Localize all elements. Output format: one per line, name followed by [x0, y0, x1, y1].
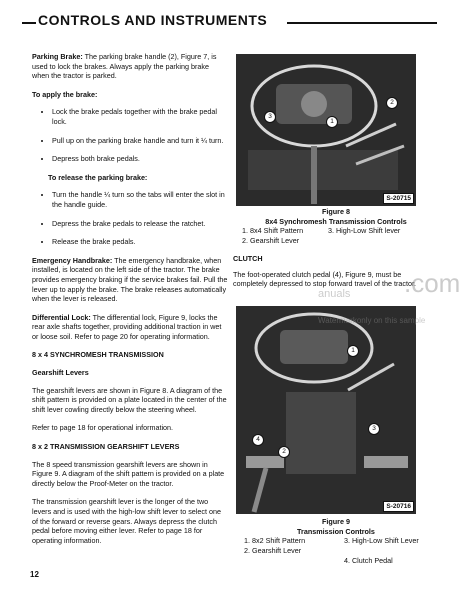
- figure-9-title: Figure 9: [322, 517, 350, 526]
- list-item: • Depress both brake pedals.: [52, 154, 228, 164]
- differential-paragraph: [32, 313, 228, 342]
- figure-8-subtitle: 8x4 Synchromesh Transmission Controls: [265, 216, 407, 226]
- list-item: • Depress the brake pedals to release the ratchet.: [52, 219, 228, 229]
- figure-8-item: 3. High-Low Shift lever: [328, 226, 401, 236]
- clutch-section: [233, 254, 433, 289]
- left-column: [32, 52, 228, 554]
- gearshift-subheading: Gearshift Levers: [32, 368, 89, 378]
- release-brake-heading: To release the parking brake:: [48, 172, 148, 182]
- figure-9-item: 4. Clutch Pedal: [344, 556, 393, 566]
- figure-9-item: 1. 8x2 Shift Pattern: [244, 536, 306, 546]
- figure-9-caption: [236, 517, 436, 566]
- figure-8-item: 2. Gearshift Lever: [242, 236, 300, 246]
- list-item: • Pull up on the parking brake handle and turn it ¼ turn.: [52, 136, 228, 146]
- page-number: 12: [30, 570, 39, 579]
- parking-brake-paragraph: [32, 52, 228, 81]
- callout-3: 3: [264, 111, 276, 123]
- figure-9-photo: [236, 306, 416, 514]
- clutch-heading: CLUTCH: [233, 254, 263, 263]
- figure-8-item: 1. 8x4 Shift Pattern: [242, 226, 304, 236]
- eight-by-two-heading: 8 x 2 TRANSMISSION GEARSHIFT LEVERS: [32, 442, 180, 452]
- figure-9-item: 3. High-Low Shift Lever: [344, 536, 419, 546]
- section-header: [22, 10, 452, 32]
- figure-8-caption: [236, 207, 436, 246]
- steering-photo-illustration: [236, 54, 416, 206]
- transmission-photo-illustration: [236, 306, 416, 514]
- callout-2: 2: [278, 446, 290, 458]
- callout-1: 1: [347, 345, 359, 357]
- parking-brake-label: Parking Brake:: [32, 52, 83, 61]
- apply-brake-heading: To apply the brake:: [32, 89, 98, 99]
- emergency-label: Emergency Handbrake:: [32, 255, 113, 265]
- list-item: • Turn the handle ¼ turn so the tabs will enter the slot in the handle guide.: [52, 190, 228, 209]
- header-rule-right: [287, 22, 437, 24]
- eight-by-two-p2: The transmission gearshift lever is the longer of the two levers and is used with the high-low shift lever to select one of the forward or reverse gears. Always depress the clutch pedal before moving either lever. Refer to page 18 for operating information.: [32, 497, 221, 545]
- watermark-text: .com: [404, 268, 461, 298]
- figure-8-title: Figure 8: [322, 207, 350, 216]
- figure-8-photo: [236, 54, 416, 206]
- parking-brake-text: The parking brake handle (2), Figure 7, is used to lock the brakes. Always apply the parking brake when the tractor is parked.: [32, 52, 217, 81]
- header-rule-left: [22, 22, 36, 24]
- figure-9-item: 2. Gearshift Lever: [244, 546, 302, 556]
- emergency-text: The emergency handbrake, when installed, is located on the left side of the tractor. The brake provides emergency braking if the service brakes fail. Pull the lever up to apply the brake. The brake releases automatically when the lever is released.: [32, 255, 228, 304]
- list-item: • Release the brake pedals.: [52, 237, 228, 247]
- release-steps-list: [32, 190, 228, 246]
- clutch-text: The foot-operated clutch pedal (4), Figure 9, must be completely depressed to stop forward travel of the tractor.: [233, 269, 416, 289]
- callout-3: 3: [368, 423, 380, 435]
- sync-heading: 8 x 4 SYNCHROMESH TRANSMISSION: [32, 350, 164, 360]
- differential-label: Differential Lock:: [32, 312, 91, 322]
- callout-2: 2: [386, 97, 398, 109]
- apply-steps-list: [32, 107, 228, 163]
- list-item: • Lock the brake pedals together with the brake pedal lock.: [52, 107, 228, 126]
- page-title: CONTROLS AND INSTRUMENTS: [38, 12, 268, 28]
- figure-8-code: S-20715: [383, 193, 414, 204]
- sync-text: The gearshift levers are shown in Figure 8. A diagram of the shift pattern is provided on a plate located in the center of the shift lever cowling directly below the steering wheel.: [32, 385, 227, 414]
- eight-by-two-p1: The 8 speed transmission gearshift levers are shown in Figure 9. A diagram of the shift pattern is provided on a plate directly below the Proof-Meter on the tractor.: [32, 459, 225, 488]
- figure-9-code: S-20716: [383, 501, 414, 512]
- differential-text: The differential lock, Figure 9, locks the rear axle shafts together, providing additional traction in wet or loose soil. Refer to page 20 for operating information.: [32, 312, 222, 341]
- figure-9-subtitle: Transmission Controls: [297, 526, 375, 536]
- callout-4: 4: [252, 434, 264, 446]
- sync-refer: Refer to page 18 for operational information.: [32, 423, 174, 433]
- watermark-text: Watermarkonly on this sample: [318, 316, 426, 325]
- emergency-paragraph: [32, 256, 228, 304]
- watermark-text: anuals: [318, 288, 351, 300]
- callout-1: 1: [326, 116, 338, 128]
